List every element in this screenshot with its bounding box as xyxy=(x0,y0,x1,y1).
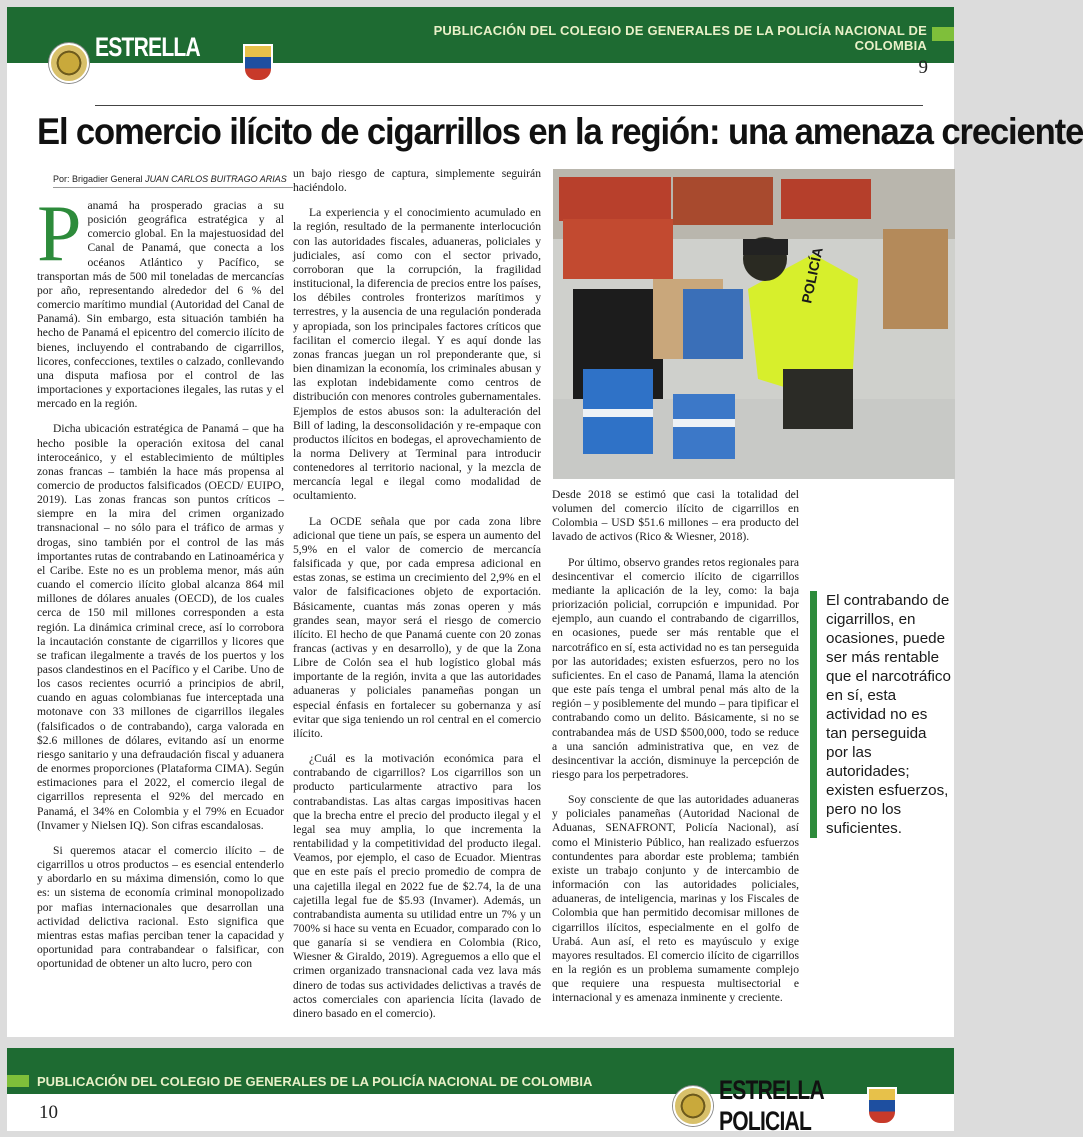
logo-wordmark: ESTRELLA POLICIAL xyxy=(95,32,200,93)
paragraph: Dicha ubicación estratégica de Panamá – que ha hecho posible la operación exitosa del canal interoceánico, y el establecimiento de múltiples zonas francas – también la hace más propensa al comercio de productos falsificados (OECD/ EUIPO, 2019). Las zonas francas son puntos críticos – siempre en la mira del crimen organizado transnacional – no sólo para el tráfico de armas y drogas, sino también por el control de las más importantes rutas de contrabando en Latinoamérica y el Caribe. Este no es un problema menor, más aún cuando el comercio ilícito global alcanza 864 mil millones de dólares anuales (OECD), de los cuales cerca de 150 mil millones corresponden a esta región. La dinámica criminal crece, así lo corrobora la incautación constante de cigarrillos y licores que se trafican ilegalmente a través de los puertos y los pasos clandestinos en el Pacífico y el Caribe. Uno de los casos recientes ocurrió a principios de abril, cuando en aguas colombianas fue interceptada una motonave con 33 millones de cigarrillos ilegales (falsificados o de contrabando), carga valorada en $2.6 millones de dólares, evitando así un enorme riesgo sanitario y una defraudación fiscal y aduanera de enormes proporciones (Plataforma CIMA). Según estimaciones para el 2022, el comercio ilegal de cigarrillos representa el 92% del mercado en Panamá, el 34% en Colombia y el 79% en Ecuador (Invamer y Nielsen IQ). Son cifras escandalosas. xyxy=(37,422,284,832)
photo-illustration xyxy=(553,169,955,479)
publication-line: PUBLICACIÓN DEL COLEGIO DE GENERALES DE LA POLICÍA NACIONAL DE COLOMBIA xyxy=(433,23,927,53)
vest-label: POLICÍA xyxy=(798,245,826,305)
page-number: 9 xyxy=(918,57,928,78)
paragraph: Desde 2018 se estimó que casi la totalidad del volumen del comercio ilícito de cigarrillos en Colombia – USD $51.6 millones – era producto del lavado de activos (Rico & Wiesner, 2018). xyxy=(552,488,799,544)
article-title: El comercio ilícito de cigarrillos en la región: una amenaza creciente xyxy=(37,111,1083,152)
paragraph-text: anamá ha prosperado gracias a su posición geográfica estratégica y al comercio global. En la majestuosidad del Canal de Panamá, que conecta a los océanos Atlántico y Pacífico, se transportan más de 500 mil toneladas de mercancías por año, representando alrededor del 6 % del comercio marítimo mundial (Autoridad del Canal de Panamá). Sin embargo, esta situación también ha hecho de Panamá el epicentro del comercio ilícito de bienes, incluyendo el contrabando de cigarrillos, licores, confecciones, textiles o calzado, conllevando una disputa mafiosa por el control de las importaciones y exportaciones ilegales, las rutas y el mercado en la región. xyxy=(37,199,284,411)
seized-cigarettes-photo xyxy=(553,169,955,479)
police-seal-icon xyxy=(49,43,89,83)
next-page-number: 10 xyxy=(39,1102,58,1123)
next-page-logo xyxy=(673,1075,897,1136)
police-seal-icon xyxy=(673,1086,713,1126)
coat-of-arms-icon xyxy=(867,1087,897,1125)
byline-author: JUAN CARLOS BUITRAGO ARIAS xyxy=(145,174,287,184)
logo-wordmark: ESTRELLA POLICIAL xyxy=(719,1075,824,1136)
header-tab-accent xyxy=(932,27,954,41)
paragraph: un bajo riesgo de captura, simplemente seguirán haciéndolo. xyxy=(293,167,541,195)
paragraph: La experiencia y el conocimiento acumulado en la región, resultado de la permanente interlocución con las autoridades fiscales, aduaneras, policiales y judiciales, así como con el sector privado, corroboran que la corrupción, la fragilidad institucional, la diferencia de precios entre los países, los débiles controles fronterizos marítimos y terrestres, y la ausencia de una regulación ponderada y apropiada, son los principales factores críticos que facilitan el comercio ilegal. Y es aquí donde las zonas francas juegan un rol preponderante que, si bien dinamizan la economía, los criminales abusan y las explotan indebidamente como centros de distribución con menores controles gubernamentales. Ejemplos de estos abusos son: la adulteración del Bill of lading, la desconsolidación y re-empaque con productos ilícitos en bodegas, el aprovechamiento de la norma Delivery at Terminal para introducir contenedores al territorio nacional, y la mezcla de mercancía legal e ilegal como modalidad de ocultamiento. xyxy=(293,206,541,503)
paragraph xyxy=(37,190,284,411)
paragraph: Soy consciente de que las autoridades aduaneras y policiales panameñas (Autoridad Nacional de Aduanas, SENAFRONT, Policía Nacional), así como el Ministerio Público, han realizado esfuerzos contundentes para abordar este problema; también existe un trabajo conjunto y de intercambio de información con las autoridades policiales, aduaneras, de inteligencia, marinas y los Fiscales de Colombia que han permitido decomisar millones de cigarrillos ilícitos, especialmente en el golfo de Urabá. Aun así, el reto es mayúsculo y exige mayores resultados. El comercio ilícito de cigarrillos en la región es un problema sumamente complejo que requiere una respuesta multisectorial e internacional y es amenaza inminente y creciente. xyxy=(552,793,799,1005)
paragraph: Por último, observo grandes retos regionales para desincentivar el comercio ilícito de cigarrillos mediante la aplicación de la ley, como: la baja priorización policial, corrupción e impunidad. Por ejemplo, aun cuando el contrabando de cigarrillos, en ocasiones, puede ser más rentable que el narcotráfico en sí, esta actividad no es tan perseguida por las autoridades; existen esfuerzos, pero no los suficientes. En el caso de Panamá, llama la atención que este país tenga el umbral penal más alto de la región – y posiblemente del mundo – para tipificar el contrabando como un delito. Básicamente, si no se contrabandea más de USD $500,000, todo se reduce a una sanción administrativa que, en vez de desincentivar la acción, disminuye la percepción de riesgo para los perpetradores. xyxy=(552,555,799,781)
title-rule xyxy=(95,105,923,106)
column-1 xyxy=(37,190,284,982)
byline xyxy=(53,174,293,188)
paragraph: La OCDE señala que por cada zona libre adicional que tiene un país, se espera un aumento del 5,9% en el valor de comercio de mercancía falsificada y que, por cada empresa adicional en estas zonas, se estima un crecimiento del 2,9% en el valor de falsificaciones objeto de exportación. Básicamente, cuantas más zonas operen y más grandes sean, mayor será el riesgo de comercio ilícito. El hecho de que Panamá cuente con 20 zonas francas (activas y en desarrollo), y de que la Zona Libre de Colón sea el hub logístico global más importante de la región, invita a que las autoridades aduaneras y policiales panameñas pongan un especial énfasis en fortalecer su gobernanza y así evitar que siga teniendo un rol central en el comercio ilícito. xyxy=(293,514,541,740)
byline-prefix: Por: Brigadier General xyxy=(53,174,143,184)
estrella-policial-logo xyxy=(49,32,273,93)
paragraph: ¿Cuál es la motivación económica para el contrabando de cigarrillos? Los cigarrillos son un producto particularmente atractivo para los contrabandistas. Las altas cargas impositivas hacen que la brecha entre el precio del producto ilegal y el legal sea muy amplia, lo que incrementa la rentabilidad y la competitividad del producto ilegal. Veamos, por ejemplo, el caso de Ecuador. Mientras que en este país el precio promedio de compra de una cajetilla ilegal en 2022 fue de $2.74, la de una cajetilla legal fue de $5.93 (Invamer). Además, un contrabandista aumenta su utilidad entre un 7% y un 700% si hace su venta en Ecuador, comparado con lo que ganaría si se vendiera en Colombia (Rico, Wiesner & Giraldo, 2019). Agreguemos a ello que el crimen organizado transnacional cada vez lava más dinero de todas sus actividades delictivas a través de actos comerciales con apariencia lícita (lavado de dinero basado en el comercio). xyxy=(293,752,541,1020)
column-2 xyxy=(293,167,541,1032)
coat-of-arms-icon xyxy=(243,44,273,82)
column-3 xyxy=(552,488,799,1016)
page-header xyxy=(7,7,954,95)
paragraph: Si queremos atacar el comercio ilícito – de cigarrillos u otros productos – es esencial entenderlo y abordarlo en su máxima dimensión, como lo que es: un sistema de economía criminal monopolizado por mafias internacionales que desarrollan una actividad delictiva racional. Esto significa que mientras estas mafias perciban tener la capacidad y oportunidad para contrabandear o falsificar, con oportunidad de obtener un alto lucro, pero con xyxy=(37,843,284,971)
footer-tab-accent xyxy=(7,1075,29,1087)
next-page-publication-line: PUBLICACIÓN DEL COLEGIO DE GENERALES DE LA POLICÍA NACIONAL DE COLOMBIA xyxy=(37,1074,593,1089)
drop-cap: P xyxy=(37,190,82,278)
magazine-page xyxy=(7,7,1083,1037)
next-page-preview xyxy=(7,1048,954,1136)
pull-quote: El contrabando de cigarrillos, en ocasiones, puede ser más rentable que el narcotráfico en sí, esta actividad no es tan perseguida por las autoridades; existen esfuerzos, pero no los suficientes. xyxy=(810,591,951,838)
